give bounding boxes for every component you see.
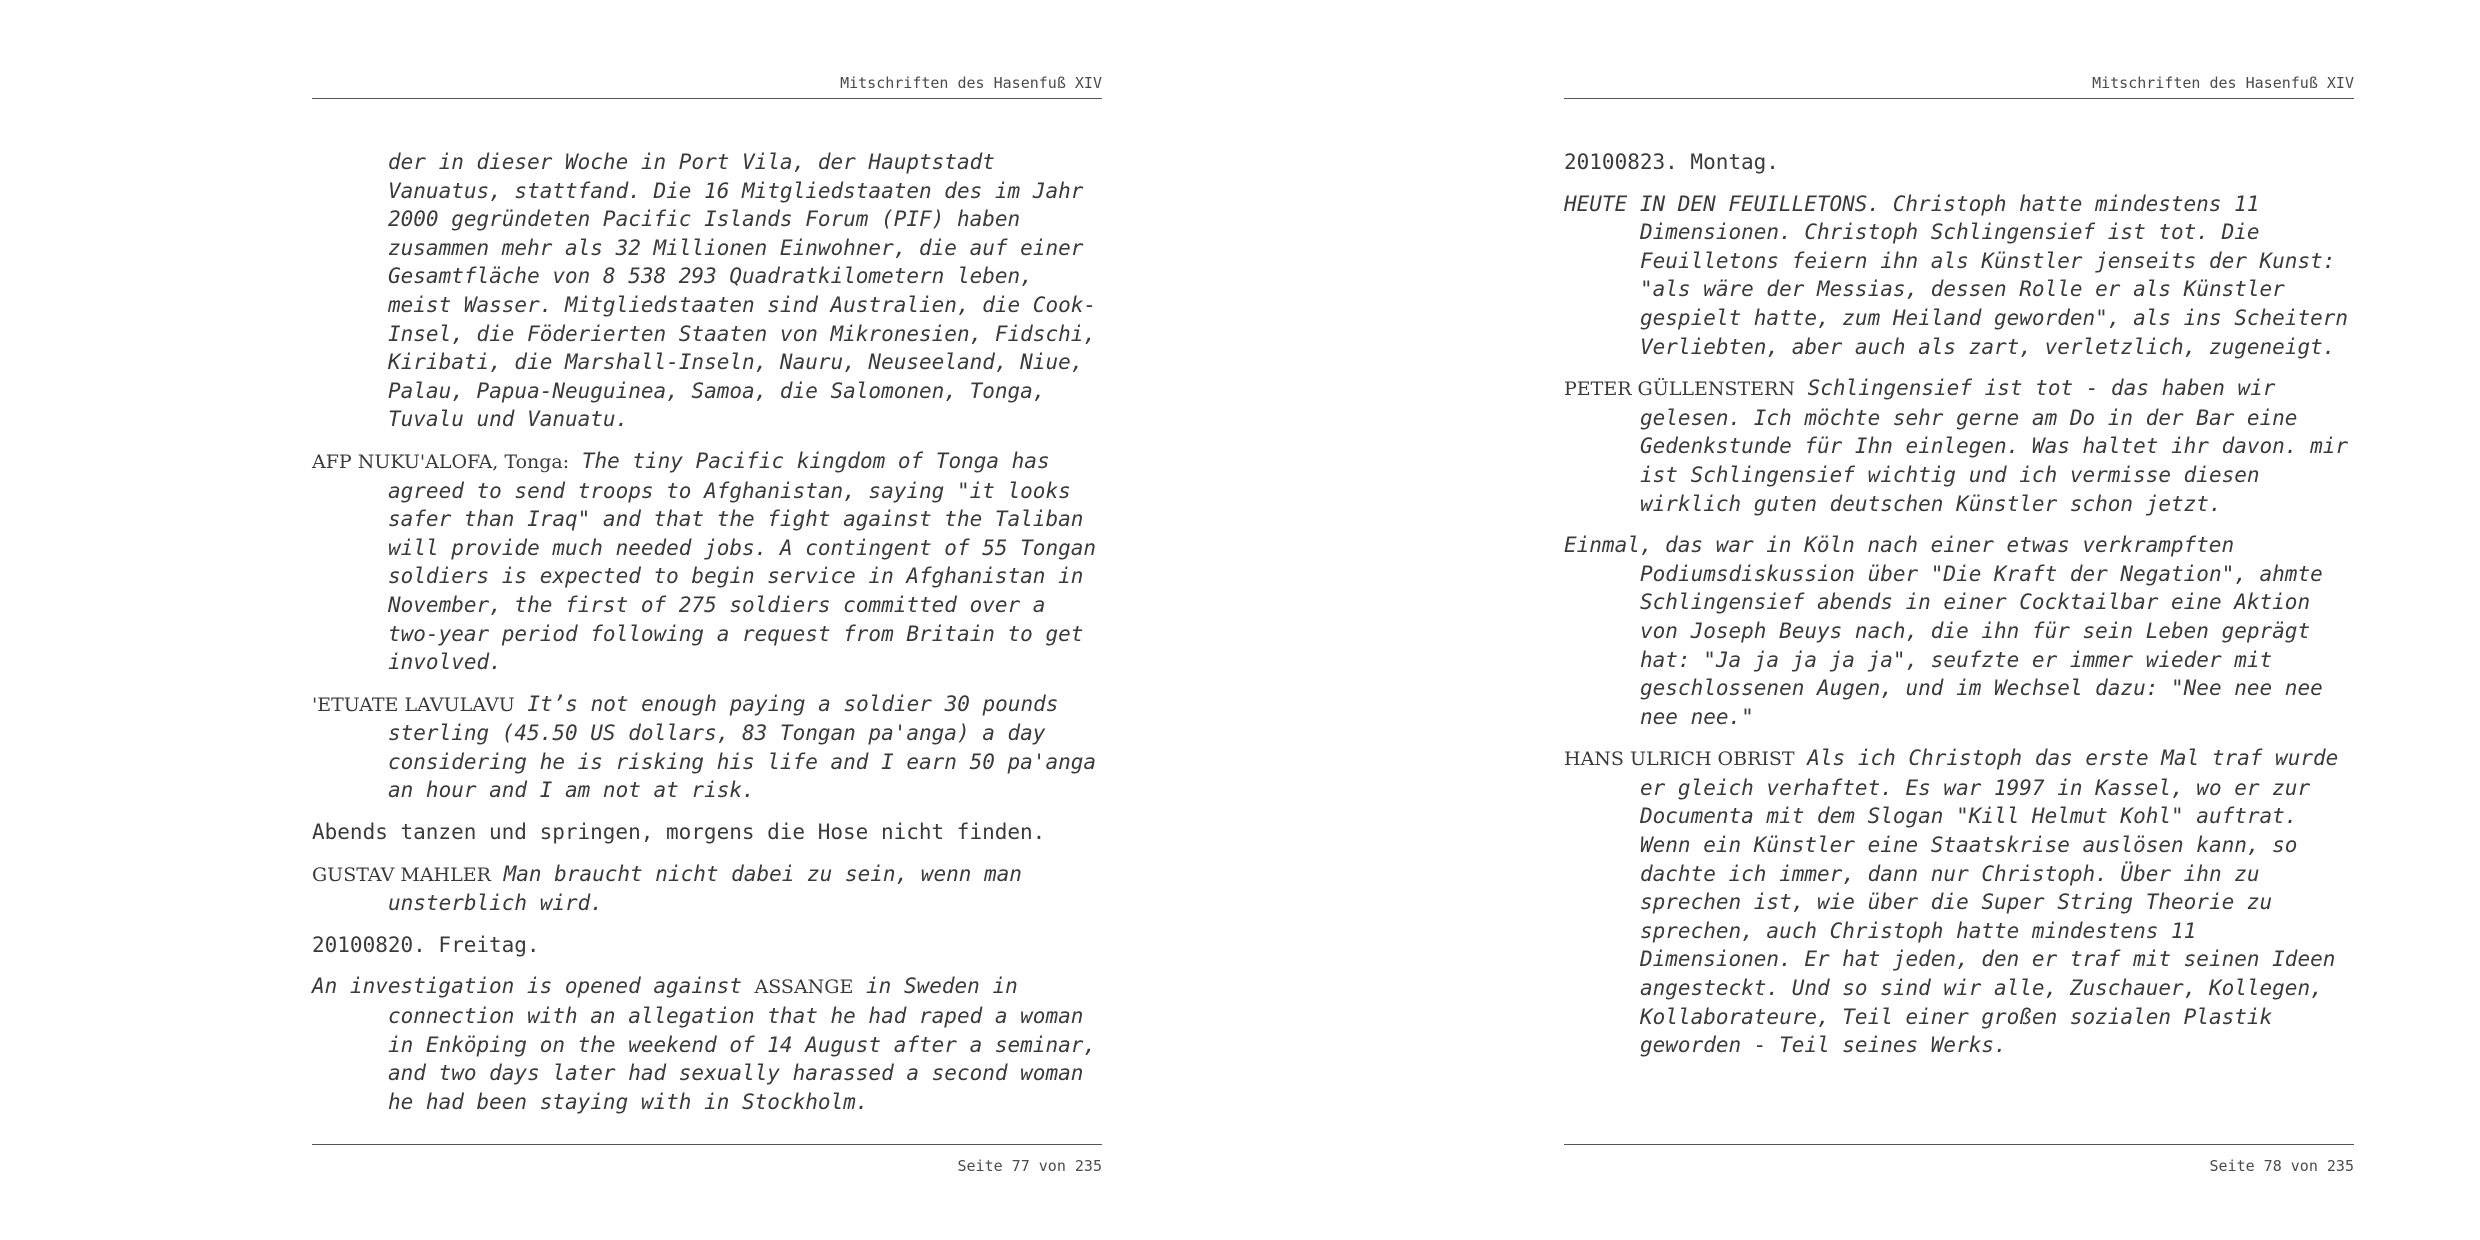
- entry-text-after: in Sweden in connection with an allegation that he had raped a woman in Enköping on the weekend of 14 August after a seminar, and two days later had sexually harassed a second woman he had been staying with in Stockholm.: [388, 974, 1097, 1114]
- right-page: [1564, 0, 2354, 1240]
- entry-text: der in dieser Woche in Port Vila, der Hauptstadt Vanuatus, stattfand. Die 16 Mitgliedstaaten des im Jahr 2000 gegründeten Pacific Islands Forum (PIF) haben zusammen mehr als 32 Millionen Einwohner, die auf einer Gesamtfläche von 8 538 293 Quadratkilometern leben, meist Wasser. Mitgliedstaaten sind Australien, die Cook-Insel, die Föderierten Staaten von Mikronesien, Fidschi, Kiribati, die Marshall-Inseln, Nauru, Neuseeland, Niue, Palau, Papua-Neuguinea, Samoa, die Salomonen, Tonga, Tuvalu und Vanuatu.: [388, 150, 1097, 432]
- left-page: [312, 0, 1102, 1240]
- quote-entry: [312, 690, 1102, 805]
- date-heading: [1564, 148, 2354, 177]
- name-mention: ASSANGE: [754, 976, 854, 999]
- entry-text: 20100823. Montag.: [1564, 150, 1779, 174]
- entry-text: 20100820. Freitag.: [312, 932, 540, 957]
- quote-entry: [1564, 744, 2354, 1060]
- entry-text: It’s not enough paying a soldier 30 pounds sterling (45.50 US dollars, 83 Tongan pa'anga) a day considering he is risking his life and I earn 50 pa'anga an hour and I am not at risk.: [388, 691, 1097, 803]
- entry-text-before: An investigation is opened against: [312, 974, 742, 999]
- page-body: [312, 148, 1102, 1129]
- running-header: Mitschriften des Hasenfuß XIV: [2092, 74, 2354, 92]
- entry-text: Man braucht nicht dabei zu sein, wenn man unsterblich wird.: [388, 861, 1022, 916]
- speaker-name: GUSTAV MAHLER: [312, 863, 491, 886]
- entry-text: The tiny Pacific kingdom of Tonga has agreed to send troops to Afghanistan, saying "it looks safer than Iraq" and that the fight against the Taliban will provide much needed jobs. A contingent of 55 Tongan soldiers is expected to begin service in Afghanistan in November, the first of 275 soldiers committed over a two-year period following a request from Britain to get involved.: [388, 448, 1097, 675]
- footer-rule: [312, 1144, 1102, 1145]
- quote-entry: [1564, 531, 2354, 731]
- quote-entry: [312, 447, 1102, 677]
- quote-entry: [312, 860, 1102, 918]
- speaker-name: HANS ULRICH OBRIST: [1564, 748, 1795, 771]
- entry-text: HEUTE IN DEN FEUILLETONS. Christoph hatte mindestens 11 Dimensionen. Christoph Schlingensief ist tot. Die Feuilletons feiern ihn als Künstler jenseits der Kunst: "als wäre der Messias, dessen Rolle er als Künstler gespielt hatte, zum Heiland geworden", als ins Scheitern Verliebten, aber auch als zart, verletzlich, zugeneigt.: [1564, 191, 2349, 359]
- speaker-name: PETER GÜLLENSTERN: [1564, 378, 1795, 401]
- continued-paragraph: [312, 148, 1102, 434]
- plain-paragraph: [312, 818, 1102, 847]
- speaker-name: AFP NUKU'ALOFA, Tonga:: [312, 450, 570, 473]
- entry-text: Schlingensief ist tot - das haben wir gelesen. Ich möchte sehr gerne am Do in der Bar eine Gedenkstunde für Ihn einlegen. Was haltet ihr davon. mir ist Schlingensief wichtig und ich vermisse diesen wirklich guten deutschen Künstler schon jetzt.: [1640, 376, 2349, 516]
- entry-text: Einmal, das war in Köln nach einer etwas verkrampften Podiumsdiskussion über "Die Kraft der Negation", ahmte Schlingensief abends in einer Cocktailbar eine Aktion von Joseph Beuys nach, die ihn für sein Leben geprägt hat: "Ja ja ja ja ja", seufzte er immer wieder mit geschlossenen Augen, und im Wechsel dazu: "Nee nee nee nee nee.": [1564, 533, 2323, 729]
- running-header: Mitschriften des Hasenfuß XIV: [840, 74, 1102, 92]
- quote-entry: [1564, 190, 2354, 362]
- entry-text: Als ich Christoph das erste Mal traf wurde er gleich verhaftet. Es war 1997 in Kassel, wo er zur Documenta mit dem Slogan "Kill Helmut Kohl" auftrat. Wenn ein Künstler eine Staatskrise auslösen kann, so dachte ich immer, dann nur Christoph. Über ihn zu sprechen ist, wie über die Super String Theorie zu sprechen, auch Christoph hatte mindestens 11 Dimensionen. Er hat jeden, den er traf mit seinen Ideen angesteckt. Und so sind wir alle, Zuschauer, Kollegen, Kollaborateure, Teil einer großen sozialen Plastik geworden - Teil seines Werks.: [1640, 746, 2339, 1058]
- page-number: Seite 77 von 235: [957, 1157, 1102, 1175]
- header-rule: [1564, 98, 2354, 99]
- page-body: [1564, 148, 2354, 1073]
- speaker-name: 'ETUATE LAVULAVU: [312, 693, 515, 716]
- footer-rule: [1564, 1144, 2354, 1145]
- quote-entry: [1564, 374, 2354, 518]
- page-number: Seite 78 von 235: [2209, 1157, 2354, 1175]
- entry-text: Abends tanzen und springen, morgens die Hose nicht finden.: [312, 820, 1046, 845]
- header-rule: [312, 98, 1102, 99]
- date-heading: [312, 931, 1102, 960]
- news-entry: [312, 972, 1102, 1116]
